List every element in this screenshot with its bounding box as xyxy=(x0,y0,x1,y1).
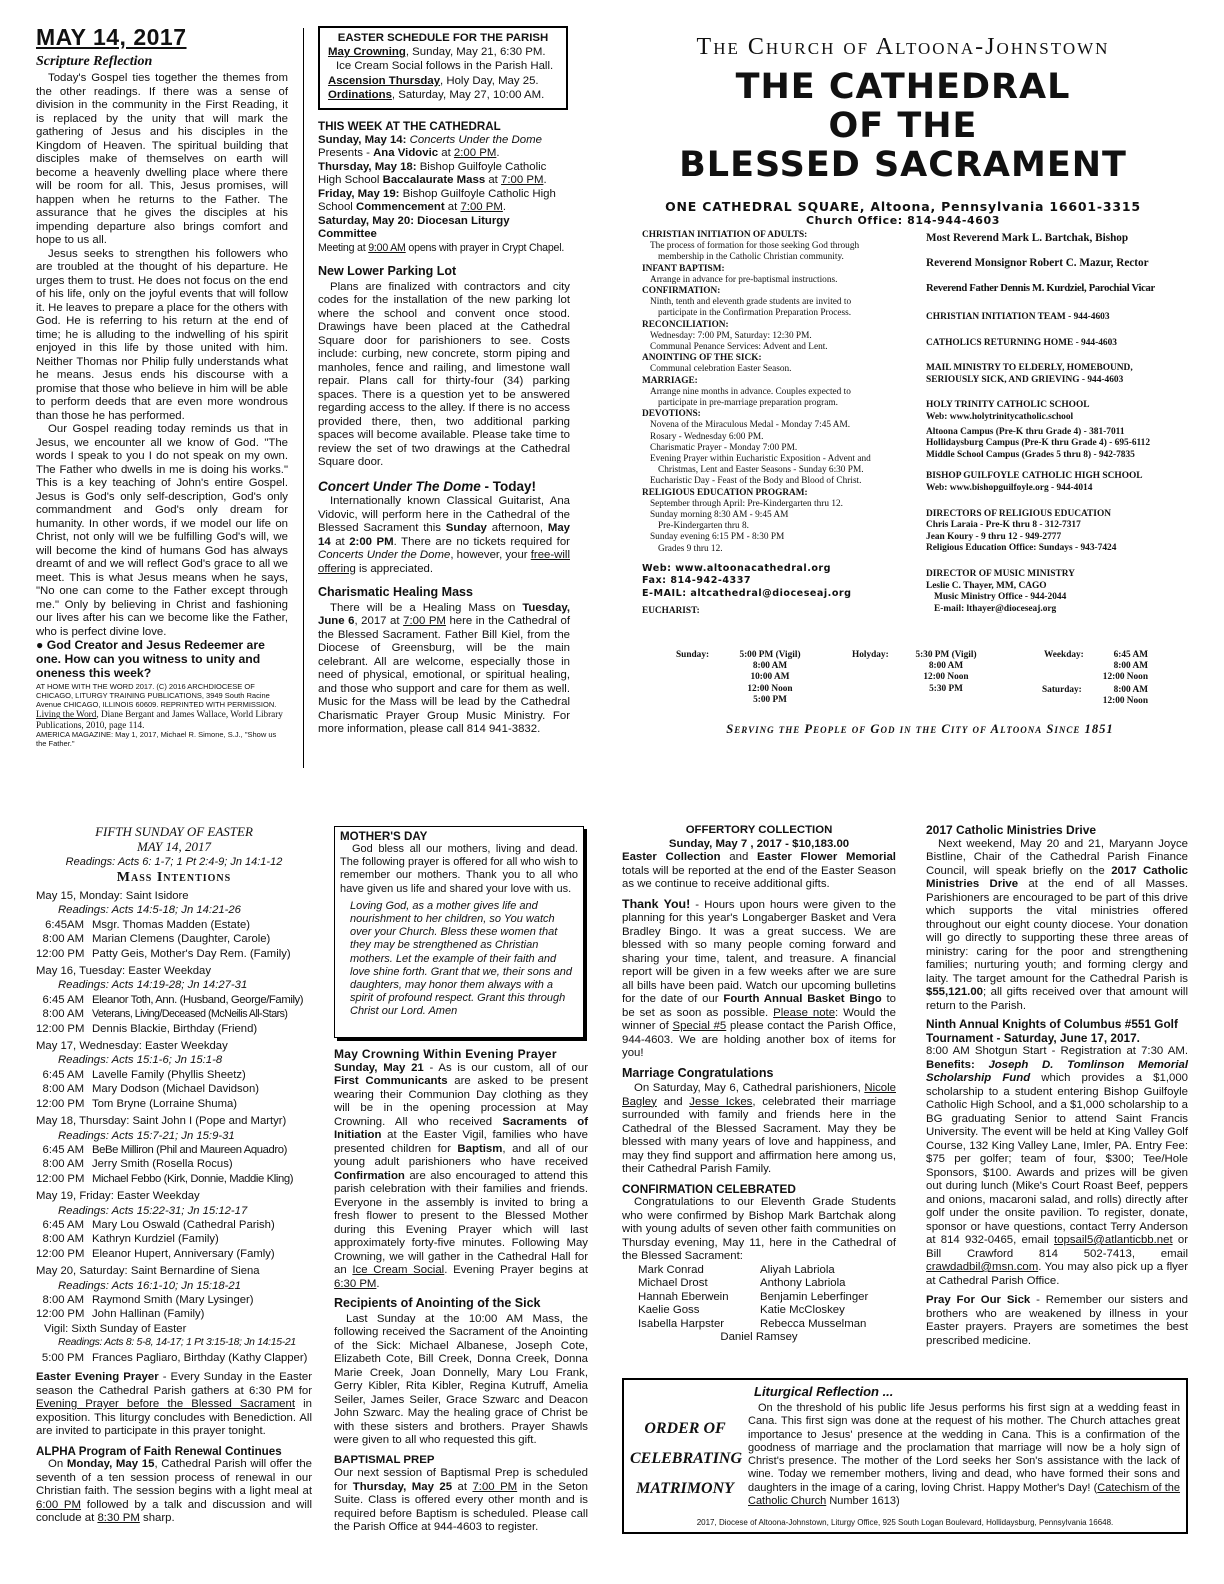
church-name: The Church of Altoona-Johnstown xyxy=(696,34,1110,60)
this-week-saturday-detail: Meeting at 9:00 AM opens with prayer in Crypt Chapel. xyxy=(318,241,565,254)
liturgical-text: On the threshold of his public life Jesus performs his first sign at a wedding feast in Cana. This first sign was done at the request of his mother. The Church attaches great importance to Jesus' presence at the wedding in Cana. This is a confirmation of the goodness of marriage and the proclamation that marriage will now be a holy sign of Christ's presence. The mother of the Lord seeks her Son's assistance with the lack of wine. Today we remember mothers, living and dead, who have formed their sons and daughters in the image of a caring, loving Christ. Happy Mother's Day! (Catechism of the Catholic Church Number 1613) xyxy=(748,1402,1181,1508)
holyday-times: 5:30 PM (Vigil) 8:00 AM 12:00 Noon 5:30 PM xyxy=(915,650,977,694)
web-link[interactable]: Web: www.altoonacathedral.org xyxy=(642,562,832,574)
scripture-p1: Today's Gospel ties together the themes from the other readings. If there was a sense of division in the community in the First Reading, it is replaced by the unity that will mark the gathering of Jesus and his disciples in the Kingdom of Heaven. The spiritual building that disciples make of themselves on earth will become a heavenly dwelling place where there will be room for all. This, Jesus promises, will happen when he returns to the Father. The assurance that he gives the disciples at his impending departure also brings comfort and hope to us all. xyxy=(36,72,288,246)
healing-text: There will be a Healing Mass on Tuesday, June 6, 2017 at 7:00 PM here in the Cathedral of the Blessed Sacrament. Father Bill Kiel, from the Diocese of Greensburg, will be the main celebrant. All are welcome, especially those in need of physical, emotional, or spiritual healing, and those who support and care for them as well. Music for the Mass will be lead by the Cathedral Charismatic Prayer Group Music Ministry. For more information, please call 814 941-3832. xyxy=(318,601,570,735)
intention-day: May 15, Monday: Saint Isidore Readings: Acts 14:5-18; Jn 14:21-26 6:45AM Msgr. Thomas Madden (Estate) 8:00 AM Marian Clemens (Daughter, Carole) 12:00 PM Patty Geis, Mother's Day Rem. (Family) xyxy=(36,890,291,960)
parking-text: Plans are finalized with contractors and city codes for the installation of the new parking lot where the school and convent once stood. Drawings have been placed at the Cathedral Square door for parishioners to see. Costs include: curbing, new concrete, storm piping and manholes, fence and railing, and limestone wall repair. Plans call for thirty-four (34) parking spaces. There is a question yet to be answered regarding access to the alley. If there is no access provided there, then, two additional parking spaces will become available. Please take time to review the set of two drawings at the Cathedral Square door. xyxy=(318,280,570,468)
anointing-title: Recipients of Anointing of the Sick xyxy=(334,1296,541,1310)
sacrament-section: ANOINTING OF THE SICK: Communal celebration Easter Season. xyxy=(642,353,792,375)
ministries-title: 2017 Catholic Ministries Drive xyxy=(926,823,1097,837)
schedule-line-3: Ascension Thursday, Holy Day, May 25. xyxy=(328,74,539,87)
holy-trinity-school: HOLY TRINITY CATHOLIC SCHOOL Web: www.holytrinitycatholic.school Altoona Campus (Pre-K thru Grade 4) - 381-7011 Hollidaysburg Campus (Pre-K thru Grade 4) - 695-6112 Middle School Campus (Grades 5 thru 8) - 942-7835 xyxy=(926,400,1151,460)
confirmation-text: Congratulations to our Eleventh Grade Students who were confirmed by Bishop Mark Bartchak along with young adults of seven other faith communities on Thursday evening, May 11, here in the Cathedral of the Blessed Sacrament: xyxy=(622,1196,896,1262)
intention-day: May 20, Saturday: Saint Bernardine of Siena Readings: Acts 16:1-10; Jn 15:18-21 8:00 AM Raymond Smith (Mary Lysinger) 12:00 PM John Hallinan (Family) Vigil: Sixth Sunday of Easter Readings: Acts 8: 5-8, 14-17; 1 Pt 3:15-18; Jn 14:15-21 5:00 PM Frances Pagliaro, Birthday (Kathy Clapper) xyxy=(36,1265,308,1364)
cathedral-line-2: OF THE xyxy=(828,106,978,146)
rector: Reverend Monsignor Robert C. Mazur, Rector xyxy=(926,257,1149,269)
liturgical-reflection-box xyxy=(622,1378,1188,1534)
offertory-amount: Sunday, May 7 , 2017 - $10,183.00 xyxy=(668,837,850,850)
baptismal-text: Our next session of Baptismal Prep is scheduled for Thursday, May 25 at 7:00 PM in the Seton Suite. Class is offered every other month and is required before Baptism is scheduled. Please call the Parish Office at 944-4603 to register. xyxy=(334,1467,588,1533)
religious-education-directors: DIRECTORS OF RELIGIOUS EDUCATION Chris Laraia - Pre-K thru 8 - 312-7317 Jean Koury - 9 thru 12 - 949-2777 Religious Education Office: Sundays - 943-7424 xyxy=(926,508,1117,554)
concert-text: Internationally known Classical Guitarist, Ana Vidovic, will perform here in the Cathedral of the Blessed Sacrament this Sunday afternoon, May 14 at 2:00 PM. There are no tickets required for Concerts Under the Dome, however, your free-will offering is appreciated. xyxy=(318,495,570,575)
names-row: Isabella Harpster Rebecca Musselman xyxy=(638,1317,867,1330)
may-crowning-title: May Crowning Within Evening Prayer xyxy=(334,1047,557,1061)
sacrament-section: DEVOTIONS: Novena of the Miraculous Medal - Monday 7:45 AM. Rosary - Wednesday 6:00 PM. Charismatic Prayer - Monday 7:00 PM. Evening Prayer within Eucharistic Exposition - Advent and Christmas, Lent and Easter Seasons - Sunday 6:30 PM. Eucharistic Day - Feast of the Body and Blood of Christ. xyxy=(642,409,871,487)
intention-day: May 18, Thursday: Saint John I (Pope and Martyr) Readings: Acts 15:7-21; Jn 15:9-31 6:45 AM BeBe Milliron (Phil and Maureen Aquadro) 8:00 AM Jerry Smith (Rosella Rocus) 12:00 PM Michael Febbo (Kirk, Donnie, Maddie Kling) xyxy=(36,1115,294,1185)
saturday-times: 8:00 AM 12:00 Noon xyxy=(1102,684,1148,706)
weekday-times: 6:45 AM 8:00 AM 12:00 Noon xyxy=(1102,650,1148,683)
scripture-title: Scripture Reflection xyxy=(36,54,153,69)
mothers-day-box xyxy=(334,826,584,1038)
schedule-line-1: May Crowning, Sunday, May 21, 6:30 PM. xyxy=(328,46,546,59)
evening-prayer: Easter Evening Prayer - Every Sunday in the Easter season the Cathedral Parish gathers at 6:30 PM for Evening Prayer before the Blessed Sacrament in exposition. This liturgy concludes with Benediction. All are invited to participate in this prayer tonight. xyxy=(36,1371,313,1437)
this-week-friday: Friday, May 19: Bishop Guilfoyle Catholic High School Commencement at 7:00 PM. xyxy=(318,187,556,213)
concert-title: Concert Under The Dome - Today! xyxy=(318,478,537,494)
scripture-p3: Our Gospel reading today reminds us that in Jesus, we encounter all we know of God. "The words I speak to you I do not speak on my own. The Father who dwells in me is doing his works." This is a key teaching of John's entire Gospel. Jesus is God's only self-description, God's only commandment and God's only dream for humanity. In other words, if we model our life on Christ, not only will we be fulfilling God's will, we will become the kind of humans God has always dreamt of and we will reflect God's grace to all we meet. This is what Jesus means when he says, "No one can come to the Father except through me." Only by believing in Christ and fashioning our lives after his can we become like the Father, who is perfect divine love. xyxy=(36,423,288,638)
sunday-times: 5:00 PM (Vigil) 8:00 AM 10:00 AM 12:00 Noon 5:00 PM xyxy=(739,650,801,705)
parochial-vicar: Reverend Father Dennis M. Kurdziel, Parochial Vicar xyxy=(926,283,1155,294)
golf-text: 8:00 AM Shotgun Start - Registration at 7:30 AM. Benefits: Joseph D. Tomlinson Memorial Scholarship Fund which provides a $1,000 scholarship to a student entering Bishop Guilfoyle Catholic High School, and a $1,000 scholarship to a BG graduating Senior to attend Saint Francis University. The event will be held at King Valley Golf Course, 132 King Valley Lane, Imler, PA. Entry Fee: $75 per golfer; team of four, $300; Tee/Hole Sponsors, $100. Awards and prizes will be given out during lunch (Mike's Court Roast Beef, peppers and onions, macaroni salad, and rolls) directly after golf under the onsite pavilion. To register, donate, sponsor or have questions, contact Terry Anderson at 814 932-0465, email topsail5@atlanticbb.net or Bill Crawford 814 502-7413, email crawdadbil@msn.com. You may also pick up a flyer at Cathedral Parish Office. xyxy=(926,1045,1189,1287)
serving-tagline: Serving the People of God in the City of Altoona Since 1851 xyxy=(726,722,1114,736)
liturgical-footer: 2017, Diocese of Altoona-Johnstown, Liturgy Office, 925 South Logan Boulevard, Hollidaysburg, Pennsylvania 16648. xyxy=(696,1518,1114,1527)
fax-number: Fax: 814-942-4337 xyxy=(642,575,752,587)
confirmation-last-name: Daniel Ramsey xyxy=(720,1331,798,1344)
this-week-thursday: Thursday, May 18: Bishop Guilfoyle Catholic High School Baccalaurate Mass at 7:00 PM. xyxy=(318,160,547,186)
mass-intentions-column xyxy=(36,824,312,1526)
scripture-credit-2: Living the Word, Diane Bergant and James Wallace, World Library Publications, 2010, page 114. xyxy=(36,709,283,730)
alpha-program: ALPHA Program of Faith Renewal Continues On Monday, May 15, Cathedral Parish will offer the seventh of a ten session process of renewal in our Christian faith. The session begins with a light meal at 6:00 PM followed by a talk and discussion and will conclude at 8:30 PM sharp. xyxy=(36,1444,312,1524)
mothers-day-intro: God bless all our mothers, living and dead. The following prayer is offered for all who wish to remember our mothers. Thank you to all who have given us life and shared your love with us. xyxy=(340,843,578,895)
may-crowning-text: Sunday, May 21 - As is our custom, all of our First Communicants are asked to be present wearing their Communion Day clothing as they will be in the opening procession at May Crowning. All who received Sacraments of Initiation at the Easter Vigil, families who have presented children for Baptism, and all of our young adult parishioners who have received Confirmation are also encouraged to attend this parish celebration with their families and friends. Everyone in the assembly is invited to bring a fresh flower to present to the Blessed Mother during this Evening Prayer which will last approximately forty-five minutes. Following May Crowning, we will gather in the Cathedral Hall for an Ice Cream Social. Evening Prayer begins at 6:30 PM. xyxy=(334,1061,589,1290)
baptismal-title: BAPTISMAL PREP xyxy=(334,1453,435,1466)
golf-email-1[interactable]: topsail5@atlanticbb.net xyxy=(1054,1234,1173,1246)
music-ministry: DIRECTOR OF MUSIC MINISTRY Leslie C. Thayer, MM, CAGO Music Ministry Office - 944-2044 E-mail: lthayer@dioceseaj.org xyxy=(926,568,1075,614)
christian-initiation-team: CHRISTIAN INITIATION TEAM - 944-4603 xyxy=(926,312,1110,322)
confirmation-title: CONFIRMATION CELEBRATED xyxy=(622,1181,796,1196)
confirmation-names xyxy=(638,1264,880,1332)
sacrament-section: MARRIAGE: Arrange nine months in advance. Couples expected to participate in pre-marriage preparation program. xyxy=(642,375,851,409)
mothers-day-prayer: Loving God, as a mother gives life and nourishment to her children, so You watch over your Church. Bless these women that they may be strengthened as Christian mothers. Let the example of their faith and love shine forth. Grant that we, their sons and daughters, may honor them always with a spirit of profound respect. Grant this through Christ our Lord. Amen xyxy=(350,899,572,1018)
catholics-returning-home: CATHOLICS RETURNING HOME - 944-4603 xyxy=(926,337,1117,348)
cathedral-title xyxy=(612,68,1194,185)
sacrament-section: RECONCILIATION: Wednesday: 7:00 PM, Saturday: 12:30 PM. Communal Penance Services: Advent and Lent. xyxy=(642,319,828,353)
eucharist-schedule xyxy=(640,650,1200,710)
middle-column-bottom xyxy=(334,1048,588,1535)
golf-email-2[interactable]: crawdadbil@msn.com xyxy=(926,1261,1039,1273)
intention-day: May 16, Tuesday: Easter Weekday Readings: Acts 14:19-28; Jn 14:27-31 6:45 AM Eleanor Toth, Ann. (Husband, George/Family) 8:00 AM Veterans, Living/Deceased (McNeilis All-Stars) 12:00 PM Dennis Blackie, Birthday (Friend) xyxy=(36,965,304,1035)
cathedral-line-1: THE CATHEDRAL xyxy=(735,67,1071,107)
church-office: Church Office: 814-944-4603 xyxy=(805,214,1001,227)
scripture-reflection xyxy=(36,72,288,748)
sacraments-list xyxy=(642,230,912,617)
sunday-date: MAY 14, 2017 xyxy=(136,839,212,854)
bishop-guilfoyle-school: BISHOP GUILFOYLE CATHOLIC HIGH SCHOOL Web: www.bishopguilfoyle.org - 944-4014 xyxy=(926,471,1143,493)
saturday-label: Saturday: xyxy=(1042,684,1082,695)
sacrament-section: INFANT BAPTISM: Arrange in advance for pre-baptismal instructions. xyxy=(642,263,838,285)
this-week-title: THIS WEEK AT THE CATHEDRAL xyxy=(318,120,501,133)
sacrament-section: CHRISTIAN INITIATION OF ADULTS: The process of formation for those seeking God through membership in the Catholic Christian community. xyxy=(642,230,860,263)
cathedral-line-3: BLESSED SACRAMENT xyxy=(679,145,1127,185)
easter-schedule-title: EASTER SCHEDULE FOR THE PARISH xyxy=(337,32,549,44)
weekday-label: Weekday: xyxy=(1044,650,1084,660)
bishop: Most Reverend Mark L. Bartchak, Bishop xyxy=(926,232,1129,244)
scripture-credit-1: AT HOME WITH THE WORD 2017. (C) 2016 ARCHDIOCESE OF CHICAGO, LITURGY TRAINING PUBLICATIONS, 3949 South Racine Avenue CHICAGO, ILLINOIS 60609. REPRINTED WITH PERMISSION. xyxy=(36,682,277,710)
offertory-column xyxy=(622,824,896,1345)
easter-schedule-box xyxy=(318,26,568,110)
offertory-title: OFFERTORY COLLECTION xyxy=(685,824,833,836)
sunday-label: Sunday: xyxy=(676,650,710,660)
column-divider xyxy=(303,28,304,768)
mothers-day-title: MOTHER'S DAY xyxy=(340,830,428,843)
names-row: Mark Conrad Aliyah Labriola xyxy=(638,1263,835,1276)
this-week-saturday: Saturday, May 20: Diocesan Liturgy Committee xyxy=(318,214,510,240)
date-heading: MAY 14, 2017 xyxy=(36,24,187,50)
scripture-p2: Jesus seeks to strengthen his followers who are troubled at the thought of his departure. He urges them to trust. He does not focus on the end of his life, only on the joyful events that will follow it. He leaves to prepare a place for the others with God. He is referring to his return at the end of time; he is alluding to the indwelling of his spirit enjoyed in this life by those united with him. Neither Thomas nor Philip fully understands what he means. Jesus ends his discourse with a promise that those who believe in him will be able to perform deeds that are even more wondrous than those he has performed. xyxy=(36,247,288,422)
anointing-text: Last Sunday at the 10:00 AM Mass, the following received the Sacrament of the Anointing of the Sick: Michael Albanese, Joseph Cote, Elizabeth Cote, Bill Creek, Donna Creek, Donna Marie Creek, Joan Donnelly, Mary Lou Frank, Gerry Kibler, Rita Kibler, Regina Kutruff, Amelia Seiler, James Seiler, Grace Szwarc and Deacon John Szwarc. May the healing grace of Christ be with these sisters and brothers. Prayer Shawls were given to all who requested this gift. xyxy=(334,1312,588,1446)
masthead xyxy=(612,34,1194,227)
names-row: Kaelie Goss Katie McCloskey xyxy=(638,1304,845,1317)
ministries-column xyxy=(926,824,1188,1348)
address: ONE CATHEDRAL SQUARE, Altoona, Pennsylvania 16601-3315 xyxy=(665,199,1141,214)
intention-day: May 17, Wednesday: Easter Weekday Readings: Acts 15:1-6; Jn 15:1-8 6:45 AM Lavelle Family (Phyllis Sheetz) 8:00 AM Mary Dodson (Michael Davidson) 12:00 PM Tom Bryne (Lorraine Shuma) xyxy=(36,1040,260,1110)
eucharist-title: EUCHARIST: xyxy=(642,606,700,617)
matrimony-label: ORDER OF CELEBRATING MATRIMONY xyxy=(630,1420,743,1497)
liturgical-title: Liturgical Reflection ... xyxy=(754,1384,894,1399)
ministries-text: Next weekend, May 20 and 21, Maryann Joyce Bistline, Chair of the Cathedral Parish Finance Council, will speak briefly on the 2017 Catholic Ministries Drive at the end of all Masses. Parishioners are encouraged to be part of this drive which supports the vital ministries offered throughout our eight county diocese. Your donation will go directly to supporting these three areas of ministry: caring for the poor and strengthening families; nurturing youth; and forming clergy and laity. The target amount for the Cathedral Parish is $55,121.00; all gifts received over that amount will return to the Parish. xyxy=(926,837,1188,1012)
pray-for-sick: Pray For Our Sick - Remember our sisters and brothers who are weakened by illness in your Easter prayers. Prayers are sometimes the best prescribed medicine. xyxy=(926,1294,1188,1347)
sacrament-section: RELIGIOUS EDUCATION PROGRAM: September through April: Pre-Kindergarten thru 12. Sunday morning 8:30 AM - 9:45 AM Pre-Kindergarten thru 8. Sunday evening 6:15 PM - 8:30 PM Grades 9 thru 12. xyxy=(642,487,843,554)
intentions-list xyxy=(36,889,312,1365)
middle-column-top xyxy=(318,120,570,737)
marriage-text: On Saturday, May 6, Cathedral parishioners, Nicole Bagley and Jesse Ickes, celebrated their marriage surrounded with family and friends here in the Cathedral of the Blessed Sacrament. May they be blessed with many years of love and happiness, and may they find support and affirmation here among us, their Cathedral Parish Family. xyxy=(622,1082,896,1175)
sunday-name: FIFTH SUNDAY OF EASTER xyxy=(95,824,253,839)
holyday-label: Holyday: xyxy=(852,650,889,660)
names-row: Hannah Eberwein Benjamin Leberfinger xyxy=(638,1290,869,1303)
golf-title: Ninth Annual Knights of Columbus #551 Golf Tournament - Saturday, June 17, 2017. xyxy=(926,1017,1178,1045)
scripture-credit-3: AMERICA MAGAZINE: May 1, 2017, Michael R. Simone, S.J., "Show us the Father." xyxy=(36,730,277,749)
mass-intentions-title: Mass Intentions xyxy=(116,870,232,885)
marriage-title: Marriage Congratulations xyxy=(622,1065,774,1080)
clergy-and-directory xyxy=(926,232,1196,615)
offertory-text: Easter Collection and Easter Flower Memorial totals will be reported at the end of the Easter Season as we continue to receive additional gifts. xyxy=(622,851,896,890)
names-row: Michael Drost Anthony Labriola xyxy=(638,1277,846,1290)
parking-title: New Lower Parking Lot xyxy=(318,264,457,278)
this-week-sunday: Sunday, May 14: Concerts Under the Dome Presents - Ana Vidovic at 2:00 PM. xyxy=(318,133,542,159)
sunday-readings: Readings: Acts 6: 1-7; 1 Pt 2:4-9; Jn 14:1-12 xyxy=(65,856,283,868)
thank-you-text: Thank You! - Hours upon hours were given to the planning for this year's Longaberger Basket and Vera Bradley Bingo. It was a great success. We are blessed with so many people coming forward and sharing your time, talent, and treasure. A financial report will be given in a few weeks after we are sure all bills have been paid. Watch our upcoming bulletins for the date of our Fourth Annual Basket Bingo to be set as soon as possible. Please note: Would the winner of Special #5 please contact the Parish Office, 944-4603. We are holding another box of items for you! xyxy=(622,896,896,1059)
sacrament-section: CONFIRMATION: Ninth, tenth and eleventh grade students are invited to participate in the Confirmation Preparation Process. xyxy=(642,286,852,319)
email-link[interactable]: E-MAIL: altcathedral@dioceseaj.org xyxy=(642,587,852,599)
mail-ministry: MAIL MINISTRY TO ELDERLY, HOMEBOUND, SERIOUSLY SICK, AND GRIEVING - 944-4603 xyxy=(926,363,1133,385)
scripture-bullet: ● God Creator and Jesus Redeemer are one. How can you witness to unity and oneness this week? xyxy=(36,638,265,680)
intention-day: May 19, Friday: Easter Weekday Readings: Acts 15:22-31; Jn 15:12-17 6:45 AM Mary Lou Oswald (Cathedral Parish) 8:00 AM Kathryn Kurdziel (Family) 12:00 PM Eleanor Hupert, Anniversary (Famly) xyxy=(36,1190,275,1260)
schedule-line-2: Ice Cream Social follows in the Parish Hall. xyxy=(336,60,554,73)
healing-title: Charismatic Healing Mass xyxy=(318,585,473,599)
schedule-line-4: Ordinations, Saturday, May 27, 10:00 AM. xyxy=(328,88,545,101)
